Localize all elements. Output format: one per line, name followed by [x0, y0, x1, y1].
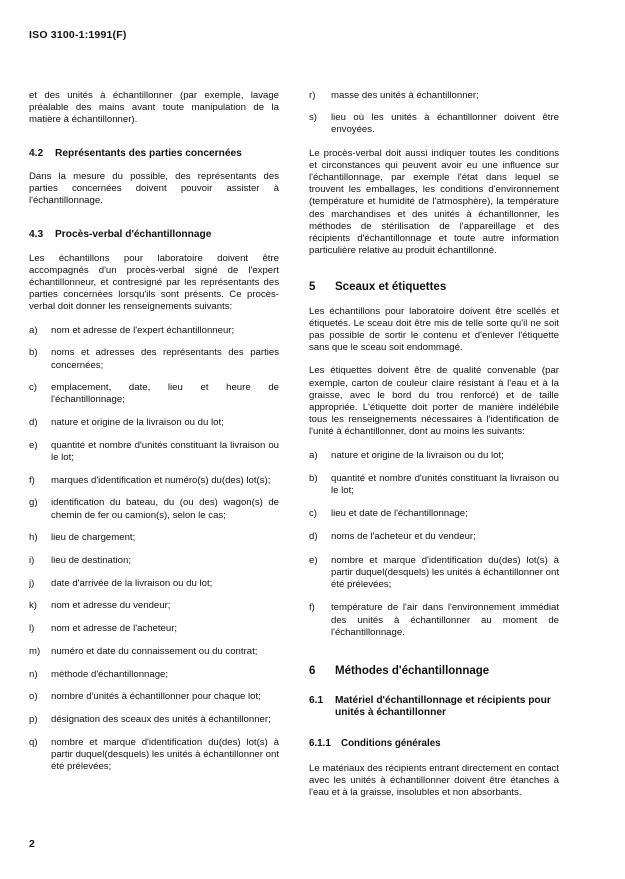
list-item-label: n) — [29, 668, 38, 680]
section-number: 6.1 — [309, 695, 324, 707]
section-title: Procès-verbal d'échantillonnage — [55, 229, 212, 241]
record-items-list-continued — [309, 90, 559, 137]
list-item-text: lieu de destination; — [51, 555, 132, 567]
list-item-text: désignation des sceaux des unités à échantillonner; — [51, 714, 271, 725]
section-5-heading — [309, 281, 559, 293]
list-item-label: p) — [29, 714, 38, 725]
list-item — [29, 600, 279, 612]
section-4-3-heading — [29, 229, 279, 241]
list-item-label: r) — [309, 90, 316, 101]
list-item-text: nom et adresse de l'expert échantillonneur; — [51, 324, 235, 336]
list-item-label: j) — [29, 577, 35, 589]
list-item-label: c) — [29, 382, 37, 394]
list-item-label: b) — [309, 472, 318, 484]
list-item-label: e) — [29, 439, 38, 451]
section-number: 4.3 — [29, 229, 44, 241]
list-item — [309, 508, 559, 520]
list-item — [29, 417, 279, 429]
list-item — [29, 532, 279, 544]
list-item — [29, 737, 279, 774]
section-4-3-text: Les échantillons pour laboratoire doivent être accompagnés d'un procès-verbal signé de l'expert échantillonneur, et contresigné par les représentants des parties concernées lorsqu'ils sont présents. Ce procès-verbal doit donner les renseignements suivants: — [29, 252, 279, 313]
list-item — [29, 347, 279, 371]
list-item-label: o) — [29, 691, 38, 703]
list-item — [309, 555, 559, 592]
list-item-label: l) — [29, 623, 35, 635]
document-header: ISO 3100-1:1991(F) — [29, 29, 127, 41]
section-title: Représentants des parties concernées — [55, 147, 242, 159]
list-item — [29, 475, 279, 487]
section-6-heading — [309, 665, 559, 677]
list-item-text: lieu de chargement; — [51, 532, 136, 544]
list-item — [29, 578, 279, 590]
list-item-label: a) — [29, 324, 38, 336]
section-title: Conditions générales — [341, 737, 441, 749]
section-6-1-heading — [309, 695, 559, 719]
list-item-label: m) — [29, 645, 41, 657]
list-item — [29, 691, 279, 703]
list-item-label: h) — [29, 532, 38, 544]
list-item — [29, 669, 279, 681]
list-item — [29, 440, 279, 464]
list-item-label: a) — [309, 449, 318, 461]
list-item — [29, 382, 279, 406]
list-item — [29, 325, 279, 337]
list-item-label: d) — [309, 531, 318, 543]
list-item-text: nombre et marque d'identification du(des) lot(s) à partir duquel(desquels) les unités à échantillonner ont été prélevées; — [51, 736, 279, 773]
list-item-text: lieu et date de l'échantillonnage; — [331, 508, 468, 520]
list-item — [309, 90, 559, 102]
left-column — [29, 90, 279, 773]
list-item-text: nom et adresse du vendeur; — [51, 600, 171, 612]
list-item-label: e) — [309, 554, 318, 566]
list-item — [29, 623, 279, 635]
section-title: Méthodes d'échantillonnage — [335, 664, 490, 677]
list-item — [309, 473, 559, 497]
list-item-text: nom et adresse de l'acheteur; — [51, 623, 178, 635]
list-item — [309, 531, 559, 543]
list-item-text: nombre et marque d'identification du(des) lot(s) à partir duquel(desquels) les unités à échantillonner ont été prélevées; — [331, 554, 559, 591]
page-number: 2 — [29, 838, 35, 850]
list-item-label: k) — [29, 600, 37, 612]
list-item-text: nombre d'unités à échantillonner pour chaque lot; — [51, 691, 261, 703]
section-number: 5 — [309, 281, 316, 294]
list-item — [309, 112, 559, 136]
list-item-label: c) — [309, 508, 317, 520]
list-item-text: lieu où les unités à échantillonner doivent être envoyées. — [331, 112, 559, 136]
list-item-text: nature et origine de la livraison ou du lot; — [51, 417, 224, 429]
list-item — [309, 450, 559, 462]
section-number: 4.2 — [29, 147, 44, 159]
list-item-label: s) — [309, 112, 317, 124]
list-item-label: g) — [29, 497, 38, 509]
right-column — [309, 90, 559, 799]
intro-paragraph: et des unités à échantillonner (par exemple, lavage préalable des mains avant toute manipulation de la matière à échantillonner). — [29, 90, 279, 126]
list-item-text: température de l'air dans l'environnement immédiat des unités à échantillonner au moment de l'échantillonnage. — [331, 602, 559, 638]
list-item-text: quantité et nombre d'unités constituant la livraison ou le lot; — [331, 472, 559, 497]
list-item-text: nature et origine de la livraison ou du lot; — [331, 449, 504, 461]
record-conditions-paragraph: Le procès-verbal doit aussi indiquer toutes les conditions et circonstances qui peuvent avoir eu une influence sur l'échantillonnage, par exemple l'état dans lequel se trouvent les emballages, les conditions d'environnement (température et humidité de l'atmosphère), la température des marchandises et des unités à échantillonner, les méthodes de stérilisation de l'appareillage et des récipients d'échantillonnage et toute autre information particulière relative au produit échantillonné. — [309, 147, 559, 257]
list-item-text: quantité et nombre d'unités constituant la livraison ou le lot; — [51, 439, 279, 464]
list-item-text: marques d'identification et numéro(s) du(des) lot(s); — [51, 474, 271, 486]
list-item-label: f) — [309, 602, 315, 614]
section-5-paragraph-2: Les étiquettes doivent être de qualité convenable (par exemple, carton de couleur claire résistant à l'eau et à la graisse, avec le bord du trou renforcé) et de taille appropriée. L'étiquette doit porter de manière indélébile tous les renseignements nécessaires à l'identification de l'unité à échantillonner, dont au moins les suivants: — [309, 365, 559, 438]
section-5-paragraph-1: Les échantillons pour laboratoire doivent être scellés et étiquetés. Le sceau doit être mis de telle sorte qu'il ne soit pas possible de sortir le contenu et d'enlever l'étiquette sans que le sceau soit endommagé. — [309, 305, 559, 354]
section-4-2-text: Dans la mesure du possible, des représentants des parties concernées doivent pouvoir assister à l'échantillonnage. — [29, 170, 279, 207]
section-6-1-1-text: Le matériaux des récipients entrant directement en contact avec les unités à échantillonner doivent être étanches à l'eau et à la graisse, insolubles et non absorbants. — [309, 762, 559, 799]
list-item — [29, 497, 279, 521]
list-item — [29, 555, 279, 567]
list-item-label: i) — [29, 555, 35, 567]
list-item-label: f) — [29, 474, 35, 486]
list-item-label: b) — [29, 347, 38, 359]
list-item-label: d) — [29, 417, 38, 429]
section-number: 6.1.1 — [309, 737, 331, 749]
section-4-2-heading — [29, 148, 279, 160]
list-item-text: date d'arrivée de la livraison ou du lot; — [51, 577, 213, 589]
list-item-text: numéro et date du connaissement ou du contrat; — [51, 645, 258, 657]
list-item-text: identification du bateau, du (ou des) wagon(s) de chemin de fer ou camion(s), selon le cas; — [51, 497, 279, 521]
list-item — [29, 646, 279, 658]
list-item-label: q) — [29, 736, 38, 748]
list-item — [29, 714, 279, 726]
section-title: Matériel d'échantillonnage et récipients pour unités à échantillonner — [335, 695, 551, 719]
list-item-text: méthode d'échantillonnage; — [51, 668, 169, 680]
list-item-text: masse des unités à échantillonner; — [331, 90, 479, 101]
section-number: 6 — [309, 664, 316, 677]
label-items-list — [309, 450, 559, 639]
list-item-text: emplacement, date, lieu et heure de l'échantillonnage; — [51, 382, 279, 406]
record-items-list — [29, 325, 279, 774]
list-item-text: noms et adresses des représentants des parties concernées; — [51, 347, 279, 371]
list-item — [309, 602, 559, 639]
section-6-1-1-heading — [309, 738, 559, 750]
list-item-text: noms de l'acheteur et du vendeur; — [331, 531, 476, 543]
section-title: Sceaux et étiquettes — [335, 281, 447, 294]
